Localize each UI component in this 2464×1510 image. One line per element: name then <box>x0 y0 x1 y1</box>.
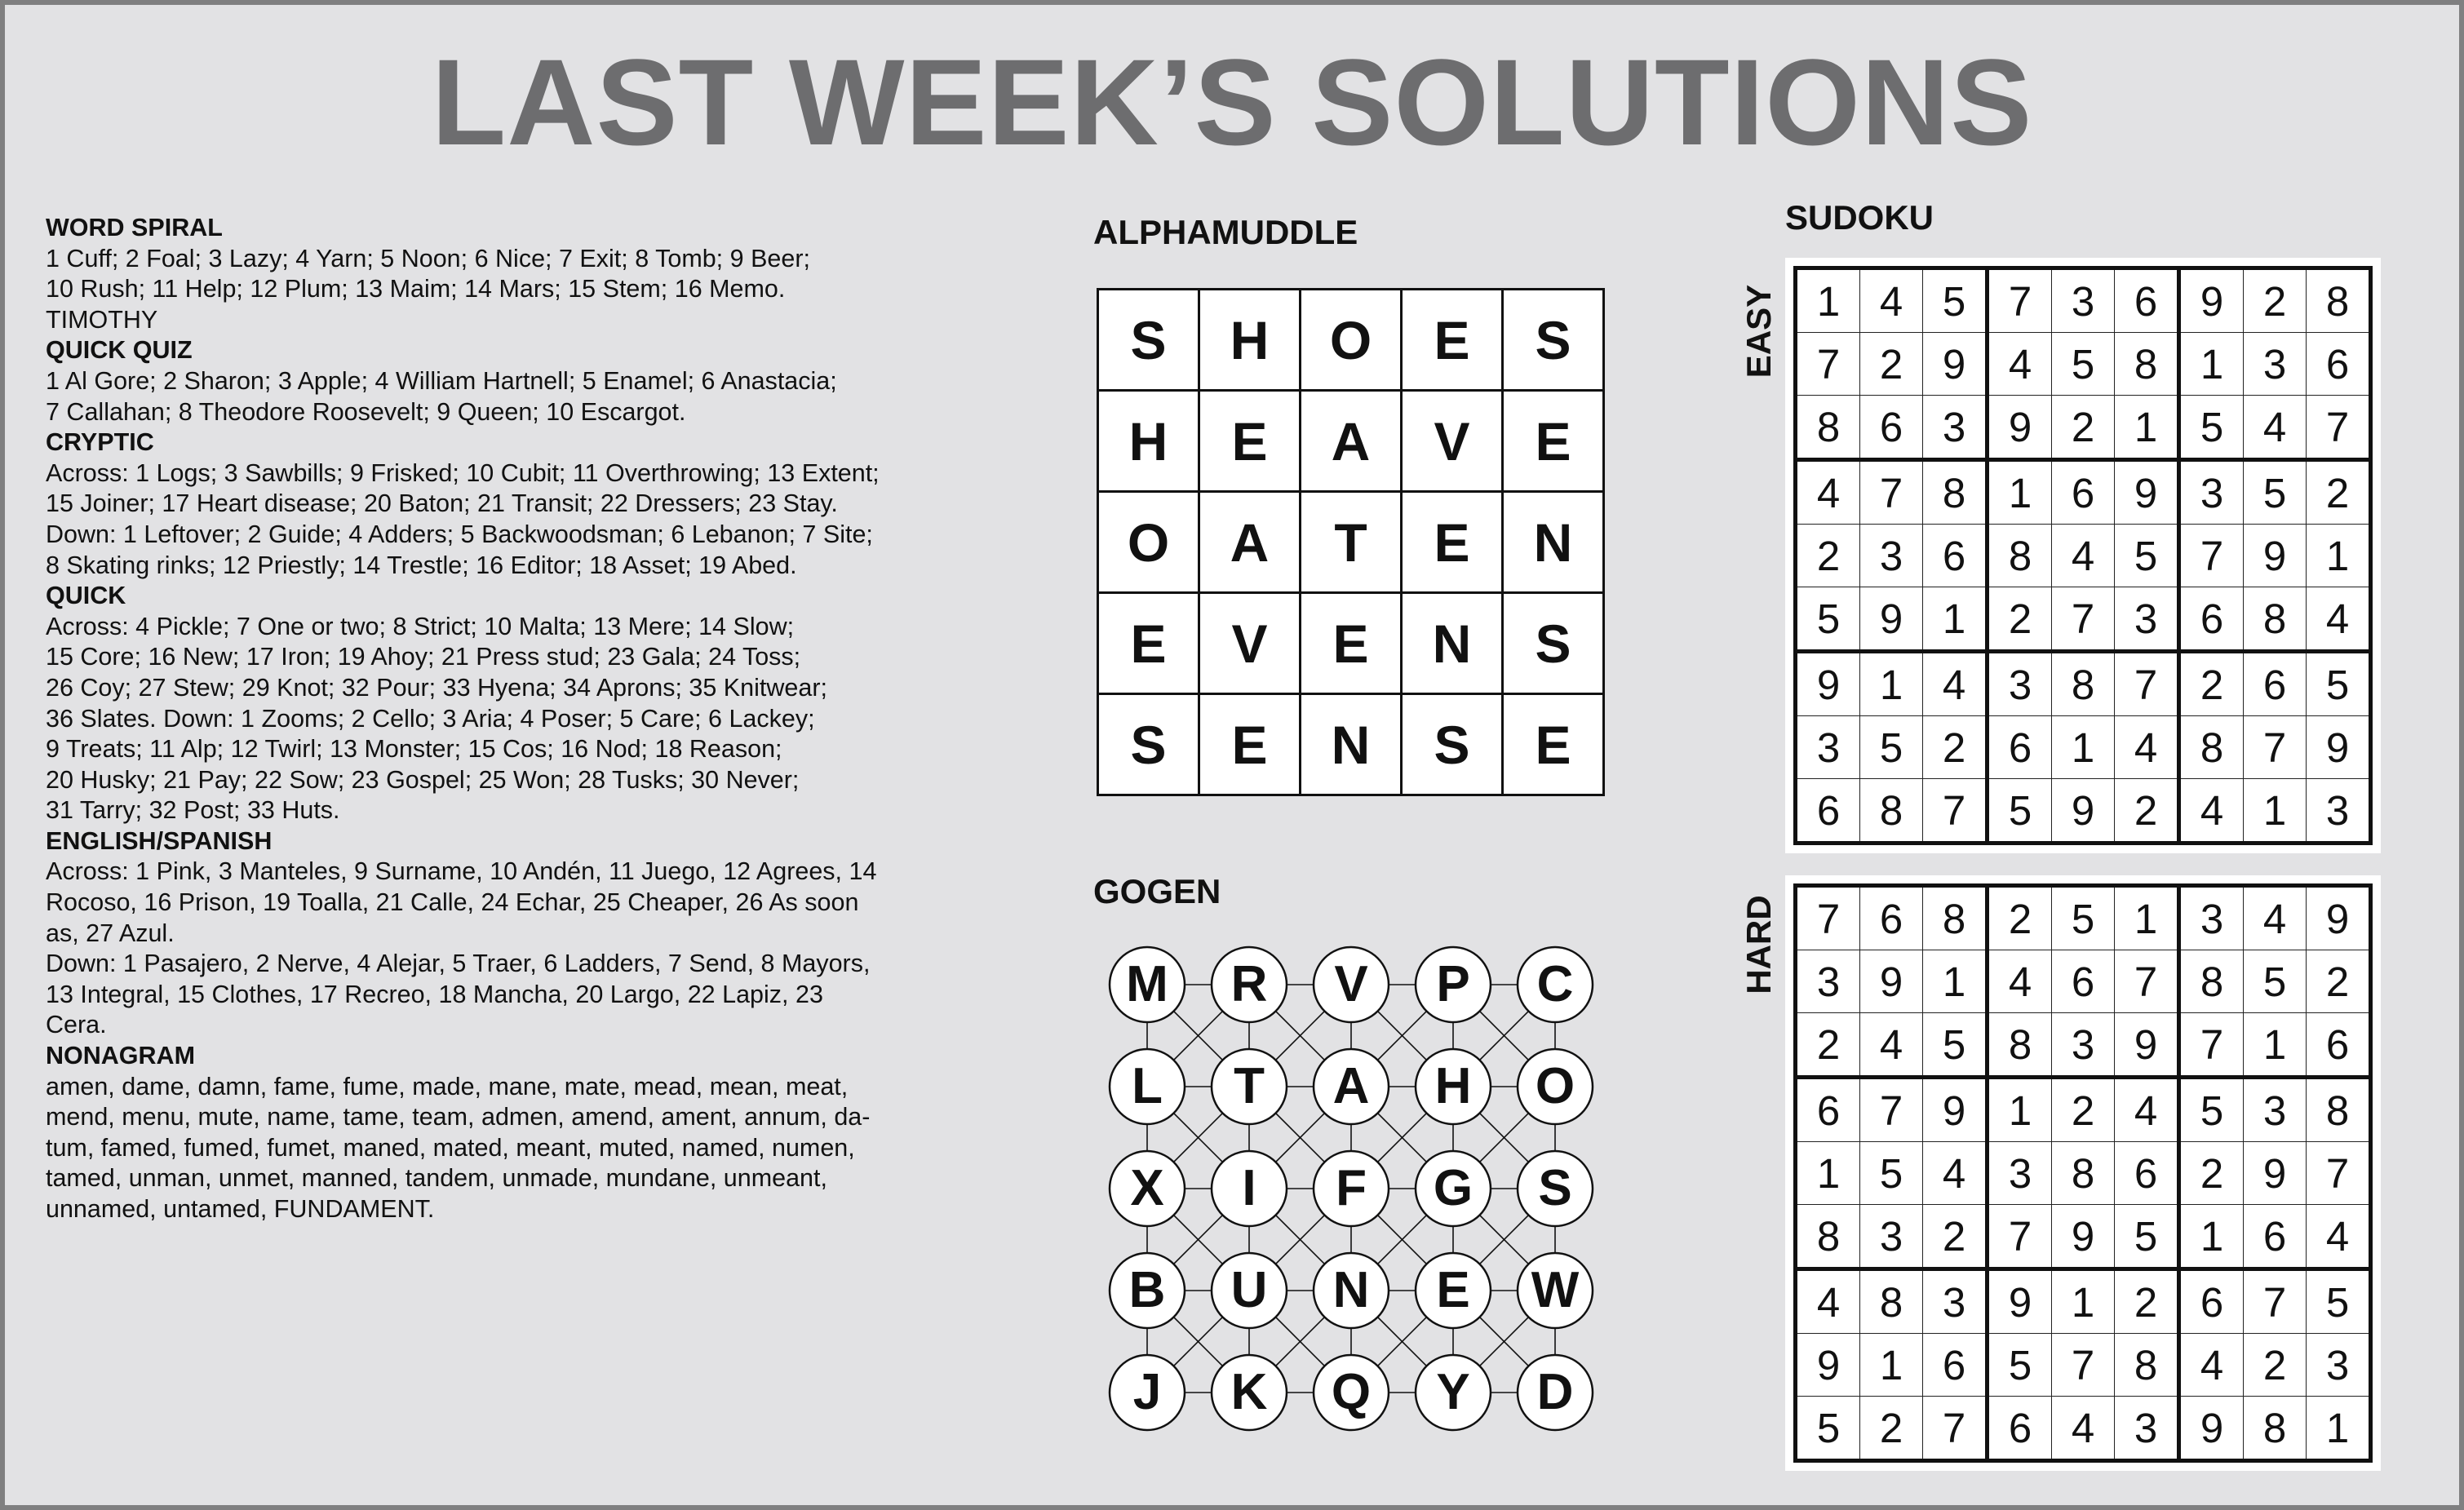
sudoku-cell: 9 <box>2244 1142 2307 1205</box>
section-line: Cera. <box>46 1011 107 1039</box>
sudoku-cell: 3 <box>1860 525 1923 587</box>
sudoku-cell: 5 <box>2244 950 2307 1013</box>
sudoku-cell: 4 <box>2244 396 2307 460</box>
section-line: Rocoso, 16 Prison, 19 Toalla, 21 Calle, 24 Echar, 25 Cheaper, 26 As soon <box>46 888 859 917</box>
gogen-letter: X <box>1130 1160 1164 1216</box>
sudoku-cell: 1 <box>2052 1269 2115 1334</box>
sudoku-cell: 8 <box>1796 1205 1860 1269</box>
sudoku-cell: 7 <box>1860 460 1923 525</box>
sudoku-cell: 1 <box>2307 1397 2371 1461</box>
section-line: amen, dame, damn, fame, fume, made, mane, mate, mead, mean, meat, <box>46 1072 849 1100</box>
sudoku-cell: 1 <box>1860 652 1923 716</box>
alphamuddle-cell: H <box>1199 290 1301 391</box>
alphamuddle-cell: E <box>1098 593 1199 694</box>
sudoku-cell: 8 <box>2244 587 2307 652</box>
sudoku-cell: 4 <box>1860 268 1923 333</box>
alphamuddle-cell: E <box>1503 391 1604 492</box>
gogen-heading: GOGEN <box>1093 872 1221 910</box>
gogen-letter: E <box>1436 1262 1470 1318</box>
sudoku-cell: 7 <box>2179 525 2244 587</box>
sudoku-cell: 9 <box>1923 1078 1988 1142</box>
sudoku-cell: 3 <box>2052 268 2115 333</box>
sudoku-cell: 6 <box>1860 886 1923 950</box>
gogen-letter: G <box>1433 1160 1474 1216</box>
sudoku-cell: 4 <box>2052 525 2115 587</box>
sudoku-cell: 4 <box>2115 1078 2179 1142</box>
sudoku-cell: 3 <box>1796 716 1860 779</box>
sudoku-cell: 5 <box>2179 396 2244 460</box>
sudoku-cell: 2 <box>2052 396 2115 460</box>
sudoku-cell: 1 <box>1988 1078 2052 1142</box>
sudoku-cell: 6 <box>2115 1142 2179 1205</box>
page-title: LAST WEEK’S SOLUTIONS <box>431 33 2033 170</box>
section-line: 15 Joiner; 17 Heart disease; 20 Baton; 21 Transit; 22 Dressers; 23 Stay. <box>46 489 838 518</box>
alphamuddle-cell: O <box>1098 492 1199 593</box>
alphamuddle-cell: V <box>1199 593 1301 694</box>
gogen-letter: R <box>1230 956 1268 1012</box>
sudoku-cell: 9 <box>2052 1205 2115 1269</box>
sudoku-cell: 4 <box>2179 1334 2244 1397</box>
alphamuddle-cell: S <box>1503 593 1604 694</box>
gogen-letter: K <box>1230 1364 1268 1420</box>
sudoku-cell: 4 <box>1923 652 1988 716</box>
sudoku-cell: 6 <box>1860 396 1923 460</box>
sudoku-cell: 7 <box>1796 886 1860 950</box>
alphamuddle-cell: N <box>1503 492 1604 593</box>
section-line: 8 Skating rinks; 12 Priestly; 14 Trestle; 16 Editor; 18 Asset; 19 Abed. <box>46 551 797 579</box>
sudoku-easy-label: EASY <box>1739 284 1778 379</box>
sudoku-cell: 6 <box>1796 1078 1860 1142</box>
sudoku-cell: 1 <box>2307 525 2371 587</box>
alphamuddle-grid <box>1097 288 1605 796</box>
gogen-letter: Y <box>1436 1364 1470 1420</box>
sudoku-cell: 6 <box>1988 1397 2052 1461</box>
alphamuddle-cell: E <box>1402 492 1503 593</box>
sudoku-cell: 4 <box>2115 716 2179 779</box>
sudoku-cell: 4 <box>2307 587 2371 652</box>
sudoku-cell: 1 <box>1796 268 1860 333</box>
clue-solutions-column <box>46 213 1008 1225</box>
sudoku-cell: 8 <box>1860 1269 1923 1334</box>
section-line: 7 Callahan; 8 Theodore Roosevelt; 9 Queen; 10 Escargot. <box>46 397 686 426</box>
gogen-letter: O <box>1535 1058 1575 1114</box>
gogen-letter: S <box>1538 1160 1572 1216</box>
sudoku-cell: 8 <box>2052 1142 2115 1205</box>
gogen-letter: F <box>1336 1160 1367 1216</box>
sudoku-cell: 7 <box>2115 950 2179 1013</box>
gogen-letter: P <box>1436 956 1470 1012</box>
sudoku-cell: 6 <box>2052 950 2115 1013</box>
sudoku-cell: 6 <box>2115 268 2179 333</box>
alphamuddle-cell: A <box>1199 492 1301 593</box>
sudoku-cell: 4 <box>1860 1013 1923 1078</box>
sudoku-hard-grid <box>1785 875 2381 1471</box>
section-line: 10 Rush; 11 Help; 12 Plum; 13 Maim; 14 Mars; 15 Stem; 16 Memo. <box>46 275 786 303</box>
section-line: 31 Tarry; 32 Post; 33 Huts. <box>46 796 340 825</box>
alphamuddle-cell: N <box>1402 593 1503 694</box>
sudoku-hard-label: HARD <box>1739 895 1778 994</box>
sudoku-cell: 3 <box>2115 587 2179 652</box>
section-line: Down: 1 Pasajero, 2 Nerve, 4 Alejar, 5 Traer, 6 Ladders, 7 Send, 8 Mayors, <box>46 950 871 978</box>
sudoku-cell: 9 <box>1988 1269 2052 1334</box>
sudoku-cell: 4 <box>2307 1205 2371 1269</box>
sudoku-cell: 3 <box>2052 1013 2115 1078</box>
sudoku-cell: 7 <box>1923 779 1988 844</box>
sudoku-cell: 1 <box>2179 1205 2244 1269</box>
sudoku-cell: 2 <box>1860 1397 1923 1461</box>
alphamuddle-cell: S <box>1098 694 1199 795</box>
gogen-grid <box>1098 936 1604 1441</box>
section-title: QUICK <box>46 582 126 610</box>
section-line: tum, famed, fumed, fumet, maned, mated, meant, muted, named, numen, <box>46 1133 855 1162</box>
section-line: as, 27 Azul. <box>46 919 175 947</box>
section-line: Across: 1 Pink, 3 Manteles, 9 Surname, 10 Andén, 11 Juego, 12 Agrees, 14 <box>46 857 877 886</box>
sudoku-cell: 2 <box>2179 652 2244 716</box>
sudoku-cell: 7 <box>2115 652 2179 716</box>
section-title: NONAGRAM <box>46 1042 195 1070</box>
sudoku-cell: 5 <box>1860 716 1923 779</box>
sudoku-cell: 2 <box>2244 1334 2307 1397</box>
alphamuddle-cell: T <box>1301 492 1402 593</box>
sudoku-cell: 2 <box>2115 779 2179 844</box>
alphamuddle-cell: E <box>1199 694 1301 795</box>
gogen-letter: Q <box>1331 1364 1372 1420</box>
sudoku-cell: 4 <box>1988 333 2052 396</box>
sudoku-cell: 5 <box>2115 1205 2179 1269</box>
sudoku-cell: 1 <box>2244 779 2307 844</box>
alphamuddle-cell: S <box>1098 290 1199 391</box>
sudoku-cell: 4 <box>1796 1269 1860 1334</box>
sudoku-cell: 8 <box>1988 525 2052 587</box>
sudoku-cell: 4 <box>2179 779 2244 844</box>
sudoku-cell: 7 <box>1860 1078 1923 1142</box>
section-line: Across: 1 Logs; 3 Sawbills; 9 Frisked; 10 Cubit; 11 Overthrowing; 13 Extent; <box>46 458 880 487</box>
sudoku-cell: 5 <box>2179 1078 2244 1142</box>
sudoku-cell: 5 <box>2115 525 2179 587</box>
sudoku-cell: 5 <box>1988 779 2052 844</box>
alphamuddle-cell: E <box>1402 290 1503 391</box>
sudoku-cell: 5 <box>1860 1142 1923 1205</box>
sudoku-heading: SUDOKU <box>1785 198 1934 237</box>
sudoku-cell: 3 <box>1923 396 1988 460</box>
gogen-letter: U <box>1230 1262 1268 1318</box>
sudoku-cell: 8 <box>1923 460 1988 525</box>
sudoku-cell: 1 <box>2115 886 2179 950</box>
section-line: TIMOTHY <box>46 305 158 334</box>
gogen-letter: L <box>1132 1058 1163 1114</box>
sudoku-cell: 2 <box>1923 716 1988 779</box>
alphamuddle-cell: E <box>1199 391 1301 492</box>
sudoku-cell: 3 <box>1988 1142 2052 1205</box>
sudoku-cell: 3 <box>1988 652 2052 716</box>
sudoku-cell: 5 <box>2052 886 2115 950</box>
sudoku-cell: 5 <box>1988 1334 2052 1397</box>
sudoku-cell: 7 <box>1988 1205 2052 1269</box>
gogen-letter: A <box>1332 1058 1370 1114</box>
alphamuddle-cell: S <box>1503 290 1604 391</box>
sudoku-cell: 1 <box>1860 1334 1923 1397</box>
sudoku-cell: 3 <box>2307 779 2371 844</box>
sudoku-cell: 9 <box>1923 333 1988 396</box>
section-line: 26 Coy; 27 Stew; 29 Knot; 32 Pour; 33 Hyena; 34 Aprons; 35 Knitwear; <box>46 673 827 702</box>
section-title: WORD SPIRAL <box>46 214 223 241</box>
sudoku-cell: 8 <box>1988 1013 2052 1078</box>
sudoku-cell: 8 <box>1860 779 1923 844</box>
alphamuddle-cell: V <box>1402 391 1503 492</box>
sudoku-cell: 7 <box>1923 1397 1988 1461</box>
sudoku-cell: 5 <box>2244 460 2307 525</box>
section-title: ENGLISH/SPANISH <box>46 826 273 855</box>
section-line: 36 Slates. Down: 1 Zooms; 2 Cello; 3 Aria; 4 Poser; 5 Care; 6 Lackey; <box>46 704 815 733</box>
section-line: 1 Cuff; 2 Foal; 3 Lazy; 4 Yarn; 5 Noon; 6 Nice; 7 Exit; 8 Tomb; 9 Beer; <box>46 244 810 272</box>
sudoku-cell: 5 <box>1796 1397 1860 1461</box>
sudoku-cell: 4 <box>2052 1397 2115 1461</box>
sudoku-cell: 9 <box>1860 950 1923 1013</box>
sudoku-cell: 5 <box>1923 1013 1988 1078</box>
sudoku-cell: 7 <box>2052 1334 2115 1397</box>
sudoku-cell: 8 <box>2179 950 2244 1013</box>
sudoku-cell: 3 <box>2244 333 2307 396</box>
sudoku-cell: 2 <box>1796 525 1860 587</box>
sudoku-cell: 6 <box>1796 779 1860 844</box>
sudoku-cell: 4 <box>1923 1142 1988 1205</box>
sudoku-cell: 9 <box>1988 396 2052 460</box>
sudoku-cell: 3 <box>1923 1269 1988 1334</box>
section-line: 20 Husky; 21 Pay; 22 Sow; 23 Gospel; 25 Won; 28 Tusks; 30 Never; <box>46 765 800 794</box>
sudoku-cell: 8 <box>2052 652 2115 716</box>
sudoku-cell: 6 <box>1923 525 1988 587</box>
gogen-letter: C <box>1536 956 1574 1012</box>
gogen-letter: T <box>1234 1058 1265 1114</box>
section-line: Down: 1 Leftover; 2 Guide; 4 Adders; 5 Backwoodsman; 6 Lebanon; 7 Site; <box>46 520 873 548</box>
sudoku-cell: 4 <box>2244 886 2307 950</box>
sudoku-cell: 2 <box>1860 333 1923 396</box>
alphamuddle-cell: O <box>1301 290 1402 391</box>
sudoku-cell: 3 <box>2179 886 2244 950</box>
sudoku-cell: 2 <box>2115 1269 2179 1334</box>
sudoku-cell: 6 <box>1923 1334 1988 1397</box>
sudoku-cell: 7 <box>2179 1013 2244 1078</box>
sudoku-cell: 2 <box>2307 460 2371 525</box>
sudoku-cell: 5 <box>2052 333 2115 396</box>
alphamuddle-heading: ALPHAMUDDLE <box>1093 213 1358 251</box>
sudoku-cell: 1 <box>1988 460 2052 525</box>
sudoku-cell: 1 <box>1923 950 1988 1013</box>
sudoku-cell: 5 <box>1796 587 1860 652</box>
alphamuddle-cell: H <box>1098 391 1199 492</box>
sudoku-cell: 1 <box>2115 396 2179 460</box>
sudoku-cell: 9 <box>2179 1397 2244 1461</box>
gogen-letter: M <box>1126 956 1168 1012</box>
alphamuddle-cell: A <box>1301 391 1402 492</box>
sudoku-cell: 6 <box>2244 1205 2307 1269</box>
sudoku-cell: 1 <box>1923 587 1988 652</box>
sudoku-cell: 7 <box>2307 396 2371 460</box>
sudoku-cell: 7 <box>2244 716 2307 779</box>
sudoku-cell: 2 <box>2244 268 2307 333</box>
sudoku-cell: 6 <box>2179 587 2244 652</box>
sudoku-cell: 6 <box>2307 333 2371 396</box>
sudoku-cell: 1 <box>2179 333 2244 396</box>
sudoku-cell: 8 <box>2115 333 2179 396</box>
section-line: 15 Core; 16 New; 17 Iron; 19 Ahoy; 21 Press stud; 23 Gala; 24 Toss; <box>46 643 801 671</box>
sudoku-cell: 1 <box>2052 716 2115 779</box>
section-line: 13 Integral, 15 Clothes, 17 Recreo, 18 Mancha, 20 Largo, 22 Lapiz, 23 <box>46 980 823 1008</box>
sudoku-cell: 9 <box>1860 587 1923 652</box>
sudoku-cell: 9 <box>2115 1013 2179 1078</box>
section-line: tamed, unman, unmet, manned, tandem, unmade, mundane, unmeant, <box>46 1164 827 1193</box>
sudoku-cell: 2 <box>1796 1013 1860 1078</box>
sudoku-cell: 6 <box>2244 652 2307 716</box>
sudoku-cell: 7 <box>2307 1142 2371 1205</box>
sudoku-cell: 9 <box>1796 1334 1860 1397</box>
sudoku-cell: 2 <box>1988 886 2052 950</box>
sudoku-cell: 3 <box>2244 1078 2307 1142</box>
sudoku-cell: 4 <box>1796 460 1860 525</box>
section-line: Across: 4 Pickle; 7 One or two; 8 Strict; 10 Malta; 13 Mere; 14 Slow; <box>46 612 795 640</box>
alphamuddle-cell: E <box>1503 694 1604 795</box>
sudoku-cell: 9 <box>2244 525 2307 587</box>
sudoku-cell: 5 <box>2307 652 2371 716</box>
sudoku-cell: 5 <box>2307 1269 2371 1334</box>
sudoku-cell: 9 <box>2115 460 2179 525</box>
gogen-letter: N <box>1332 1262 1370 1318</box>
sudoku-easy-grid <box>1785 258 2381 853</box>
sudoku-cell: 7 <box>1796 333 1860 396</box>
alphamuddle-cell: N <box>1301 694 1402 795</box>
section-line: mend, menu, mute, name, tame, team, admen, amend, ament, annum, da- <box>46 1103 871 1131</box>
gogen-letter: D <box>1536 1364 1574 1420</box>
sudoku-cell: 3 <box>1796 950 1860 1013</box>
sudoku-cell: 9 <box>1796 652 1860 716</box>
sudoku-cell: 2 <box>2179 1142 2244 1205</box>
gogen-letter: I <box>1242 1160 1256 1216</box>
sudoku-cell: 2 <box>1988 587 2052 652</box>
sudoku-cell: 8 <box>2244 1397 2307 1461</box>
sudoku-cell: 8 <box>2307 268 2371 333</box>
sudoku-cell: 3 <box>2179 460 2244 525</box>
sudoku-cell: 8 <box>2307 1078 2371 1142</box>
sudoku-cell: 7 <box>1988 268 2052 333</box>
gogen-letter: W <box>1531 1262 1580 1318</box>
sudoku-cell: 3 <box>2115 1397 2179 1461</box>
sudoku-cell: 8 <box>1923 886 1988 950</box>
sudoku-cell: 6 <box>1988 716 2052 779</box>
gogen-letter: J <box>1132 1364 1162 1420</box>
sudoku-cell: 1 <box>1796 1142 1860 1205</box>
section-line: 9 Treats; 11 Alp; 12 Twirl; 13 Monster; 15 Cos; 16 Nod; 18 Reason; <box>46 735 782 764</box>
gogen-letter: B <box>1128 1262 1166 1318</box>
sudoku-cell: 6 <box>2179 1269 2244 1334</box>
sudoku-cell: 8 <box>2179 716 2244 779</box>
sudoku-cell: 3 <box>2307 1334 2371 1397</box>
sudoku-cell: 5 <box>1923 268 1988 333</box>
alphamuddle-cell: S <box>1402 694 1503 795</box>
sudoku-cell: 2 <box>2052 1078 2115 1142</box>
section-line: 1 Al Gore; 2 Sharon; 3 Apple; 4 William Hartnell; 5 Enamel; 6 Anastacia; <box>46 366 837 395</box>
sudoku-cell: 6 <box>2052 460 2115 525</box>
sudoku-cell: 7 <box>2052 587 2115 652</box>
sudoku-cell: 4 <box>1988 950 2052 1013</box>
sudoku-cell: 9 <box>2307 716 2371 779</box>
gogen-letter: V <box>1334 956 1368 1012</box>
alphamuddle-cell: E <box>1301 593 1402 694</box>
section-title: CRYPTIC <box>46 428 154 457</box>
sudoku-cell: 8 <box>2115 1334 2179 1397</box>
section-title: QUICK QUIZ <box>46 336 193 365</box>
section-line: unnamed, untamed, FUNDAMENT. <box>46 1195 435 1223</box>
sudoku-cell: 2 <box>2307 950 2371 1013</box>
sudoku-cell: 7 <box>2244 1269 2307 1334</box>
sudoku-cell: 2 <box>1923 1205 1988 1269</box>
gogen-letter: H <box>1434 1058 1472 1114</box>
sudoku-cell: 9 <box>2307 886 2371 950</box>
sudoku-cell: 9 <box>2179 268 2244 333</box>
sudoku-cell: 6 <box>2307 1013 2371 1078</box>
sudoku-cell: 9 <box>2052 779 2115 844</box>
sudoku-cell: 3 <box>1860 1205 1923 1269</box>
sudoku-cell: 1 <box>2244 1013 2307 1078</box>
sudoku-cell: 8 <box>1796 396 1860 460</box>
